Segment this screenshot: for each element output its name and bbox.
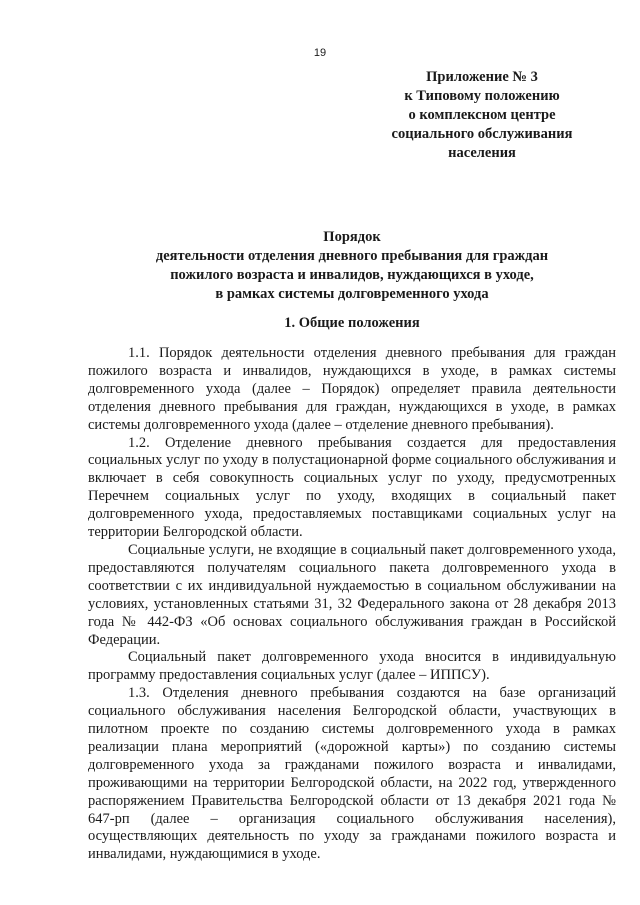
document-title [88, 228, 616, 304]
title-line: деятельности отделения дневного пребывания для граждан [155, 248, 549, 264]
title-line: пожилого возраста и инвалидов, нуждающихся в уходе, [170, 267, 534, 283]
paragraph: Социальный пакет долговременного ухода вносится в индивидуальную программу предоставления социальных услуг (далее – ИППСУ). [88, 649, 616, 684]
section-heading: 1. Общие положения [284, 315, 420, 331]
paragraph: Социальные услуги, не входящие в социальный пакет долговременного ухода, предоставляются получателям социального пакета долговременного ухода в соответствии с их индивидуальной нуждаемостью в социальном обслуживании на условиях, установленных статьями 31, 32 Федерального закона от 28 декабря 2013 года № 442-ФЗ «Об основах социального обслуживания граждан в Российской Федерации. [88, 541, 616, 648]
paragraph: 1.2. Отделение дневного пребывания создается для предоставления социальных услуг по уходу в полустационарной форме социального обслуживания и включает в себя совокупность социальных услуг по уходу, предусмотренных Перечнем социальных услуг по уходу, входящих в социальный пакет долговременного ухода, предоставляемых поставщиками социальных услуг на территории Белгородской области. [88, 434, 616, 541]
paragraph: 1.3. Отделения дневного пребывания создаются на базе организаций социального обслуживания населения Белгородской области, участвующих в пилотном проекте по созданию системы долговременного ухода в рамках реализации плана мероприятий («дорожной карты») по созданию системы долговременного ухода за гражданами пожилого возраста и инвалидами, проживающими на территории Белгородской области, на 2022 год, утвержденного распоряжением Правительства Белгородской области от 13 декабря 2021 года № 647-рп (далее – организация социального обслуживания населения), осуществляющих деятельность по уходу за гражданами пожилого возраста и инвалидами, нуждающимися в уходе. [88, 685, 616, 863]
appendix-line: Приложение № 3 [426, 69, 538, 85]
paragraph: 1.1. Порядок деятельности отделения дневного пребывания для граждан пожилого возраста и инвалидов, нуждающихся в уходе, в рамках системы долговременного ухода (далее – Порядок) определяет правила деятельности отделения дневного пребывания для граждан, нуждающихся в уходе, в рамках системы долговременного ухода (далее – отделение дневного пребывания). [88, 345, 616, 433]
page-number: 19 [313, 47, 327, 59]
appendix-line: к Типовому положению [404, 88, 560, 104]
title-line: Порядок [323, 229, 381, 245]
title-line: в рамках системы долговременного ухода [215, 286, 489, 302]
appendix-line: о комплексном центре [408, 107, 556, 123]
appendix-line: социального обслуживания [391, 126, 573, 142]
appendix-line: населения [448, 145, 516, 161]
appendix-block [372, 68, 592, 163]
body-text [88, 345, 616, 864]
